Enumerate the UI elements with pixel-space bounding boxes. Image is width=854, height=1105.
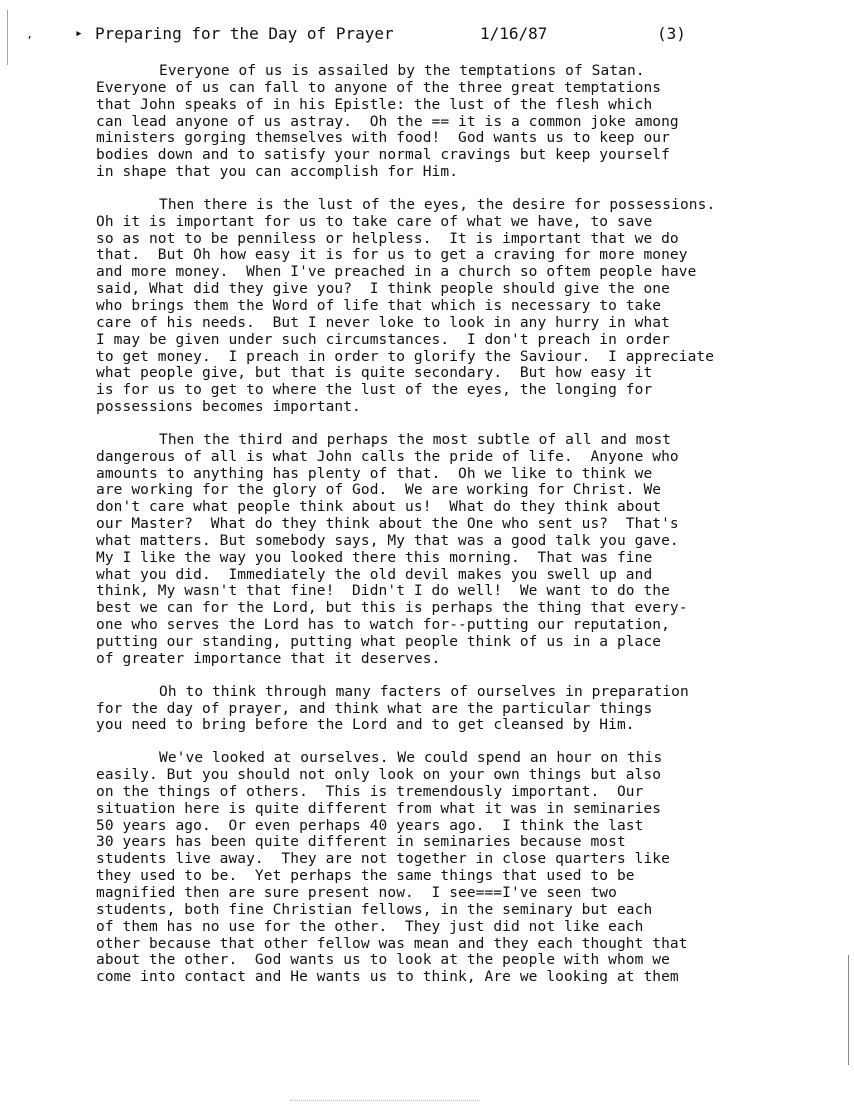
text-line: think, My wasn't that fine! Didn't I do well! We want to do the: [96, 583, 670, 600]
text-line: situation here is quite different from what it was in seminaries: [96, 800, 662, 817]
header-date: 1/16/87: [480, 24, 548, 43]
text-line: Oh to think through many facters of ourselves in preparation: [159, 683, 689, 700]
text-line: about the other. God wants us to look at the people with whom we: [96, 952, 670, 969]
text-line: of greater importance that it deserves.: [96, 650, 441, 667]
text-line: our Master? What do they think about the One who sent us? That's: [96, 516, 679, 533]
text-line: magnified then are sure present now. I see===I've seen two: [96, 884, 617, 901]
paragraph: [96, 684, 836, 735]
page-header: [75, 22, 695, 46]
text-line: are working for the glory of God. We are working for Christ. We: [96, 482, 662, 499]
text-line: students live away. They are not together in close quarters like: [96, 851, 670, 868]
header-page-number: (3): [657, 24, 686, 43]
text-line: on the things of others. This is tremendously important. Our: [96, 783, 644, 800]
paragraph: [96, 432, 836, 668]
text-line: don't care what people think about us! What do they think about: [96, 499, 662, 516]
text-line: come into contact and He wants us to think, Are we looking at them: [96, 969, 679, 986]
text-line: best we can for the Lord, but this is perhaps the thing that every-: [96, 600, 688, 617]
paragraph: [96, 750, 836, 986]
text-line: that John speaks of in his Epistle: the lust of the flesh which: [96, 96, 653, 113]
text-line: what you did. Immediately the old devil makes you swell up and: [96, 566, 653, 583]
text-line: so as not to be penniless or helpless. It is important that we do: [96, 230, 679, 247]
text-line: ministers gorging themselves with food! God wants us to keep our: [96, 130, 670, 147]
text-line: amounts to anything has plenty of that. Oh we like to think we: [96, 465, 653, 482]
text-line: I may be given under such circumstances. I don't preach in order: [96, 331, 670, 348]
text-line: care of his needs. But I never loke to look in any hurry in what: [96, 314, 670, 331]
text-line: 50 years ago. Or even perhaps 40 years ago. I think the last: [96, 817, 644, 834]
text-line: We've looked at ourselves. We could spend an hour on this: [159, 750, 663, 767]
text-line: they used to be. Yet perhaps the same things that used to be: [96, 868, 635, 885]
text-line: who brings them the Word of life that which is necessary to take: [96, 297, 662, 314]
text-line: of them has no use for the other. They just did not like each: [96, 918, 644, 935]
tick-mark-icon: ’: [26, 34, 33, 47]
text-line: other because that other fellow was mean and they each thought that: [96, 935, 688, 952]
right-margin-mark: [848, 955, 849, 1065]
text-line: one who serves the Lord has to watch for--putting our reputation,: [96, 617, 670, 634]
text-line: Everyone of us can fall to anyone of the three great temptations: [96, 79, 662, 96]
text-line: can lead anyone of us astray. Oh the == it is a common joke among: [96, 113, 679, 130]
text-line: putting our standing, putting what people think of us in a place: [96, 634, 662, 650]
scan-artifact: [290, 1100, 480, 1104]
text-line: and more money. When I've preached in a church so oftem people have: [96, 264, 697, 281]
paragraph: [96, 197, 836, 416]
text-line: Oh it is important for us to take care of what we have, to save: [96, 213, 653, 230]
text-line: you need to bring before the Lord and to get cleansed by Him.: [96, 717, 635, 734]
text-line: possessions becomes important.: [96, 399, 361, 416]
text-line: Everyone of us is assailed by the temptations of Satan.: [159, 63, 645, 79]
text-line: My I like the way you looked there this morning. That was fine: [96, 549, 653, 566]
text-line: easily. But you should not only look on your own things but also: [96, 767, 662, 784]
text-line: in shape that you can accomplish for Him.: [96, 164, 459, 181]
bullet-icon: ▸: [75, 26, 83, 41]
text-line: that. But Oh how easy it is for us to get a craving for more money: [96, 247, 688, 264]
text-line: is for us to get to where the lust of the eyes, the longing for: [96, 382, 653, 399]
paragraph: [96, 63, 836, 181]
header-title: Preparing for the Day of Prayer: [95, 24, 394, 43]
text-line: dangerous of all is what John calls the pride of life. Anyone who: [96, 448, 679, 465]
text-line: for the day of prayer, and think what are the particular things: [96, 700, 653, 717]
text-line: Then there is the lust of the eyes, the desire for possessions.: [159, 196, 716, 213]
text-line: 30 years has been quite different in seminaries because most: [96, 834, 626, 851]
text-line: said, What did they give you? I think people should give the one: [96, 281, 670, 298]
text-line: students, both fine Christian fellows, in the seminary but each: [96, 901, 653, 918]
left-margin-mark: [7, 10, 8, 65]
text-line: bodies down and to satisfy your normal cravings but keep yourself: [96, 147, 670, 164]
document-body: [96, 63, 836, 1002]
text-line: what matters. But somebody says, My that was a good talk you gave.: [96, 532, 679, 549]
text-line: what people give, but that is quite secondary. But how easy it: [96, 365, 653, 382]
text-line: Then the third and perhaps the most subtle of all and most: [159, 431, 672, 448]
text-line: to get money. I preach in order to glorify the Saviour. I appreciate: [96, 348, 715, 365]
